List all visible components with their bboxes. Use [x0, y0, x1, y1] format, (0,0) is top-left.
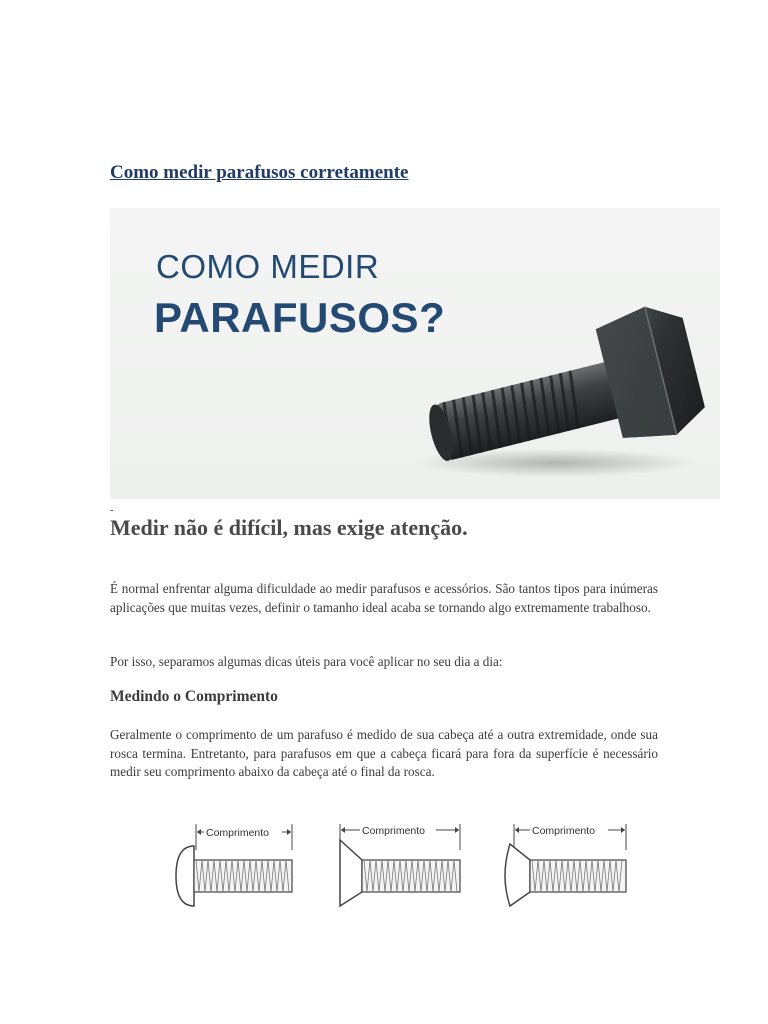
- stray-mark: -: [110, 505, 114, 516]
- intro-paragraph: É normal enfrentar alguma dificuldade ao medir parafusos e acessórios. São tantos tipos para inúmeras aplicações que muitas vezes, definir o tamanho ideal acaba se tornando algo extremamente trabalhoso.: [110, 581, 658, 615]
- page-title[interactable]: Como medir parafusos corretamente: [110, 162, 409, 183]
- tips-paragraph: Por isso, separamos algumas dicas úteis para você aplicar no seu dia a dia:: [110, 654, 503, 669]
- pan-head-screw-icon: [176, 824, 292, 906]
- length-paragraph: Geralmente o comprimento de um parafuso é medido de sua cabeça até a outra extremidade, onde sua rosca termina. Entretanto, para parafusos em que a cabeça ficará para fora da superfície é necessário medir seu comprimento abaixo da cabeça até o final da rosca.: [110, 727, 658, 779]
- subheading-length: Medindo o Comprimento: [110, 688, 278, 705]
- hex-bolt-icon: [405, 303, 705, 483]
- countersunk-screw-icon: [340, 824, 460, 906]
- main-heading: Medir não é difícil, mas exige atenção.: [110, 515, 468, 540]
- hero-image: [110, 208, 720, 499]
- screw-length-diagram: [110, 810, 670, 920]
- oval-head-screw-icon: [505, 824, 626, 906]
- hero-line1: COMO MEDIR: [156, 248, 380, 285]
- length-label-2: Comprimento: [362, 825, 426, 837]
- length-label-1: Comprimento: [206, 827, 270, 839]
- length-label-3: Comprimento: [532, 825, 596, 837]
- hero-line2: PARAFUSOS?: [154, 294, 446, 341]
